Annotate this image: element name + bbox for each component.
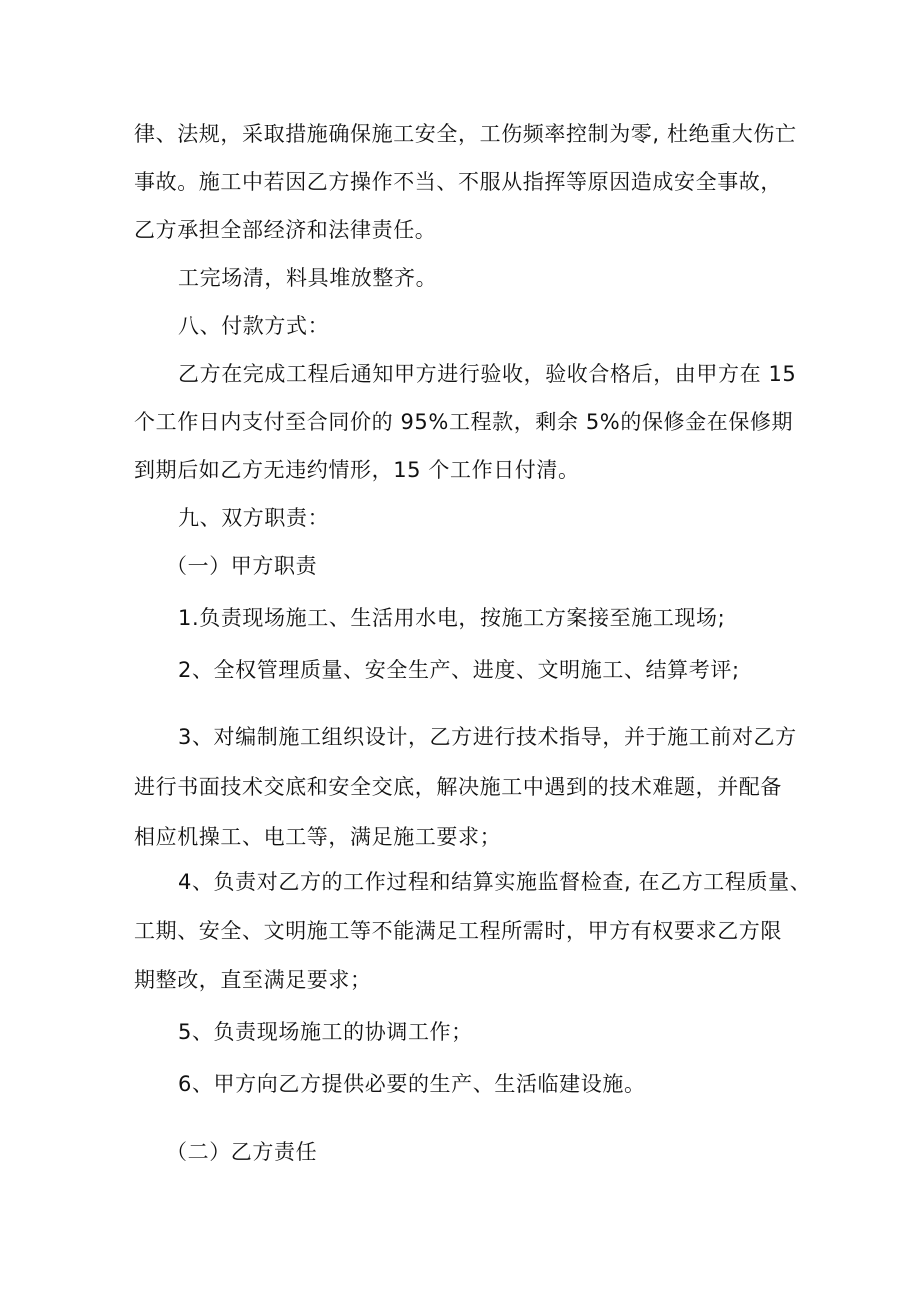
- item-4-line-2: 工期、安全、文明施工等不能满足工程所需时，甲方有权要求乙方限: [134, 919, 782, 943]
- item-2: 2、全权管理质量、安全生产、进度、文明施工、结算考评;: [178, 658, 740, 682]
- paragraph-2-line-1: 工完场清，料具堆放整齐。: [178, 266, 438, 290]
- subsection-2-heading: （二）乙方责任: [166, 1140, 318, 1164]
- item-4-line-3: 期整改，直至满足要求；: [134, 968, 372, 992]
- paragraph-1-line-1: 律、法规，采取措施确保施工安全，工伤频率控制为零, 杜绝重大伤亡: [134, 122, 797, 146]
- section-9-heading: 九、双方职责：: [178, 506, 330, 530]
- paragraph-4-line-2: 个工作日内支付至合同价的 95%工程款，剩余 5%的保修金在保修期: [134, 410, 794, 434]
- item-3-line-3: 相应机操工、电工等，满足施工要求；: [134, 825, 502, 849]
- item-4-line-1: 4、负责对乙方的工作过程和结算实施监督检查, 在乙方工程质量、: [178, 870, 812, 894]
- item-6: 6、甲方向乙方提供必要的生产、生活临建设施。: [178, 1072, 646, 1096]
- paragraph-1-line-2: 事故。施工中若因乙方操作不当、不服从指挥等原因造成安全事故，: [134, 170, 782, 194]
- paragraph-1-line-3: 乙方承担全部经济和法律责任。: [134, 218, 437, 242]
- section-8-heading: 八、付款方式：: [178, 314, 330, 338]
- paragraph-4-line-3: 到期后如乙方无违约情形，15 个工作日付清。: [134, 458, 580, 482]
- subsection-1-heading: （一）甲方职责: [166, 554, 318, 578]
- item-3-line-2: 进行书面技术交底和安全交底，解决施工中遇到的技术难题，并配备: [134, 775, 782, 799]
- item-1: 1.负责现场施工、生活用水电，按施工方案接至施工现场;: [178, 606, 726, 630]
- paragraph-4-line-1: 乙方在完成工程后通知甲方进行验收，验收合格后，由甲方在 15: [178, 362, 797, 386]
- item-3-line-1: 3、对编制施工组织设计，乙方进行技术指导，并于施工前对乙方: [178, 725, 797, 749]
- item-5: 5、负责现场施工的协调工作；: [178, 1020, 473, 1044]
